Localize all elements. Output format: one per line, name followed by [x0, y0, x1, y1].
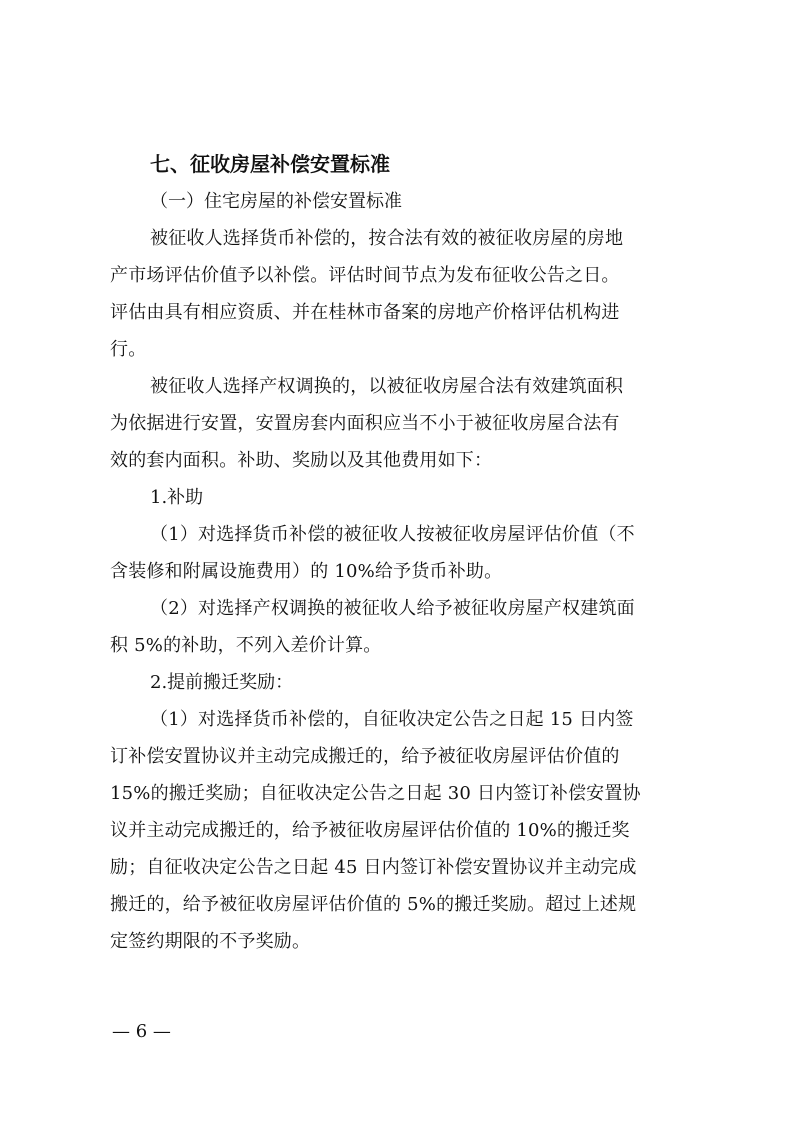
- text-line: 议并主动完成搬迁的，给予被征收房屋评估价值的 10%的搬迁奖: [110, 820, 630, 841]
- text-line: 为依据进行安置，安置房套内面积应当不小于被征收房屋合法有: [110, 413, 620, 434]
- text-line: 评估由具有相应资质、并在桂林市备案的房地产价格评估机构进: [110, 302, 620, 323]
- paragraph-property-exchange: [110, 368, 700, 479]
- text-line: （2）对选择产权调换的被征收人给予被征收房屋产权建筑面: [150, 598, 635, 619]
- text-line: 被征收人选择货币补偿的，按合法有效的被征收房屋的房地: [150, 228, 624, 249]
- text-line: （1）对选择货币补偿的被征收人按被征收房屋评估价值（不: [150, 524, 635, 545]
- text-line: 效的套内面积。补助、奖励以及其他费用如下：: [110, 450, 493, 471]
- text-line: 行。: [110, 339, 147, 360]
- paragraph-early-relocation-reward: [110, 701, 700, 960]
- paragraph-monetary-compensation: [110, 220, 700, 368]
- text-line: （1）对选择货币补偿的，自征收决定公告之日起 15 日内签: [150, 709, 634, 730]
- subsection-heading: （一）住宅房屋的补偿安置标准: [150, 191, 402, 212]
- text-line: 产市场评估价值予以补偿。评估时间节点为发布征收公告之日。: [110, 265, 620, 286]
- item-heading-early-relocation: 2.提前搬迁奖励：: [150, 672, 294, 693]
- text-line: 订补偿安置协议并主动完成搬迁的，给予被征收房屋评估价值的: [110, 746, 620, 767]
- paragraph-subsidy-exchange: [110, 590, 700, 664]
- document-body: [110, 146, 700, 960]
- section-heading: 七、征收房屋补偿安置标准: [150, 152, 390, 176]
- text-line: 含装修和附属设施费用）的 10%给予货币补助。: [110, 561, 503, 582]
- text-line: 励；自征收决定公告之日起 45 日内签订补偿安置协议并主动完成: [110, 857, 637, 878]
- text-line: 15%的搬迁奖励；自征收决定公告之日起 30 日内签订补偿安置协: [110, 783, 641, 804]
- text-line: 搬迁的，给予被征收房屋评估价值的 5%的搬迁奖励。超过上述规: [110, 894, 637, 915]
- paragraph-subsidy-monetary: [110, 516, 700, 590]
- text-line: 积 5%的补助，不列入差价计算。: [110, 635, 382, 656]
- page-number: — 6 —: [112, 1021, 171, 1042]
- text-line: 定签约期限的不予奖励。: [110, 931, 311, 952]
- text-line: 被征收人选择产权调换的，以被征收房屋合法有效建筑面积: [150, 376, 624, 397]
- item-heading-subsidy: 1.补助: [150, 487, 204, 508]
